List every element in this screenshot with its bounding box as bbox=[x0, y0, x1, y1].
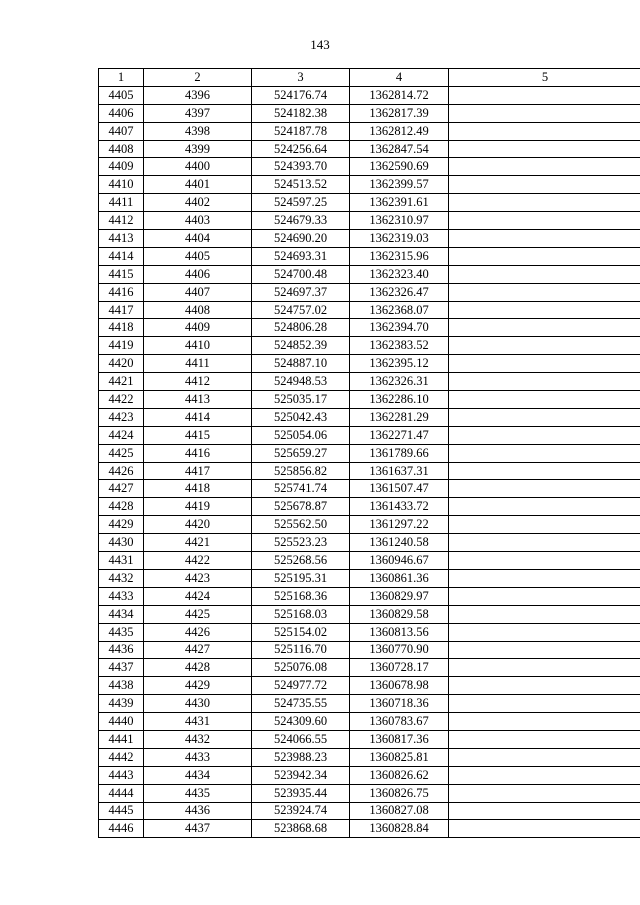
cell-y-coordinate: 1361433.72 bbox=[350, 498, 449, 516]
cell-point-number: 4439 bbox=[99, 695, 144, 713]
table-row bbox=[99, 247, 640, 265]
cell-point-index: 4408 bbox=[144, 301, 252, 319]
cell-point-number: 4417 bbox=[99, 301, 144, 319]
cell-x-coordinate: 525054.06 bbox=[252, 426, 350, 444]
cell-y-coordinate: 1362395.12 bbox=[350, 355, 449, 373]
cell-note bbox=[449, 552, 640, 570]
cell-point-number: 4418 bbox=[99, 319, 144, 337]
column-header-5: 5 bbox=[449, 69, 640, 87]
cell-point-number: 4429 bbox=[99, 516, 144, 534]
cell-note bbox=[449, 534, 640, 552]
cell-note bbox=[449, 140, 640, 158]
cell-note bbox=[449, 426, 640, 444]
cell-point-index: 4415 bbox=[144, 426, 252, 444]
cell-y-coordinate: 1361297.22 bbox=[350, 516, 449, 534]
cell-point-number: 4419 bbox=[99, 337, 144, 355]
cell-x-coordinate: 525678.87 bbox=[252, 498, 350, 516]
cell-point-index: 4433 bbox=[144, 748, 252, 766]
cell-y-coordinate: 1362399.57 bbox=[350, 176, 449, 194]
cell-note bbox=[449, 695, 640, 713]
table-row bbox=[99, 265, 640, 283]
cell-x-coordinate: 524852.39 bbox=[252, 337, 350, 355]
table-row bbox=[99, 408, 640, 426]
cell-point-index: 4426 bbox=[144, 623, 252, 641]
cell-point-number: 4426 bbox=[99, 462, 144, 480]
table-row bbox=[99, 623, 640, 641]
cell-x-coordinate: 524700.48 bbox=[252, 265, 350, 283]
cell-y-coordinate: 1360829.58 bbox=[350, 605, 449, 623]
cell-point-number: 4416 bbox=[99, 283, 144, 301]
cell-point-number: 4430 bbox=[99, 534, 144, 552]
cell-x-coordinate: 524977.72 bbox=[252, 677, 350, 695]
cell-point-index: 4406 bbox=[144, 265, 252, 283]
cell-y-coordinate: 1360829.97 bbox=[350, 587, 449, 605]
cell-note bbox=[449, 212, 640, 230]
cell-y-coordinate: 1360828.84 bbox=[350, 820, 449, 838]
table-row bbox=[99, 194, 640, 212]
cell-note bbox=[449, 391, 640, 409]
table-row bbox=[99, 140, 640, 158]
cell-y-coordinate: 1362847.54 bbox=[350, 140, 449, 158]
table-row bbox=[99, 283, 640, 301]
cell-note bbox=[449, 319, 640, 337]
cell-y-coordinate: 1362812.49 bbox=[350, 122, 449, 140]
cell-y-coordinate: 1360813.56 bbox=[350, 623, 449, 641]
cell-x-coordinate: 523988.23 bbox=[252, 748, 350, 766]
cell-note bbox=[449, 355, 640, 373]
table-row bbox=[99, 587, 640, 605]
cell-point-index: 4435 bbox=[144, 784, 252, 802]
cell-point-number: 4433 bbox=[99, 587, 144, 605]
cell-y-coordinate: 1360825.81 bbox=[350, 748, 449, 766]
cell-point-index: 4412 bbox=[144, 373, 252, 391]
cell-point-number: 4423 bbox=[99, 408, 144, 426]
cell-y-coordinate: 1362394.70 bbox=[350, 319, 449, 337]
cell-x-coordinate: 523942.34 bbox=[252, 766, 350, 784]
cell-y-coordinate: 1360826.62 bbox=[350, 766, 449, 784]
table-row bbox=[99, 802, 640, 820]
cell-y-coordinate: 1362391.61 bbox=[350, 194, 449, 212]
cell-x-coordinate: 524679.33 bbox=[252, 212, 350, 230]
table-row bbox=[99, 730, 640, 748]
cell-x-coordinate: 525856.82 bbox=[252, 462, 350, 480]
cell-note bbox=[449, 194, 640, 212]
cell-x-coordinate: 524806.28 bbox=[252, 319, 350, 337]
cell-x-coordinate: 525168.36 bbox=[252, 587, 350, 605]
table-row bbox=[99, 534, 640, 552]
cell-point-index: 4430 bbox=[144, 695, 252, 713]
table-row bbox=[99, 444, 640, 462]
cell-note bbox=[449, 265, 640, 283]
cell-note bbox=[449, 784, 640, 802]
cell-point-index: 4424 bbox=[144, 587, 252, 605]
cell-point-number: 4440 bbox=[99, 713, 144, 731]
cell-point-index: 4416 bbox=[144, 444, 252, 462]
cell-point-index: 4419 bbox=[144, 498, 252, 516]
cell-point-number: 4425 bbox=[99, 444, 144, 462]
cell-point-number: 4427 bbox=[99, 480, 144, 498]
cell-note bbox=[449, 569, 640, 587]
cell-point-number: 4421 bbox=[99, 373, 144, 391]
cell-point-number: 4431 bbox=[99, 552, 144, 570]
table-row bbox=[99, 462, 640, 480]
cell-point-number: 4412 bbox=[99, 212, 144, 230]
cell-x-coordinate: 525035.17 bbox=[252, 391, 350, 409]
cell-note bbox=[449, 498, 640, 516]
cell-y-coordinate: 1362281.29 bbox=[350, 408, 449, 426]
cell-point-number: 4437 bbox=[99, 659, 144, 677]
cell-note bbox=[449, 122, 640, 140]
cell-y-coordinate: 1360770.90 bbox=[350, 641, 449, 659]
cell-x-coordinate: 525042.43 bbox=[252, 408, 350, 426]
cell-y-coordinate: 1362271.47 bbox=[350, 426, 449, 444]
table-body bbox=[99, 86, 640, 837]
cell-x-coordinate: 524513.52 bbox=[252, 176, 350, 194]
table-row bbox=[99, 552, 640, 570]
cell-x-coordinate: 525116.70 bbox=[252, 641, 350, 659]
cell-point-index: 4401 bbox=[144, 176, 252, 194]
cell-note bbox=[449, 230, 640, 248]
cell-point-number: 4436 bbox=[99, 641, 144, 659]
cell-point-index: 4431 bbox=[144, 713, 252, 731]
table-row bbox=[99, 659, 640, 677]
cell-note bbox=[449, 516, 640, 534]
cell-note bbox=[449, 480, 640, 498]
cell-y-coordinate: 1362368.07 bbox=[350, 301, 449, 319]
table-row bbox=[99, 230, 640, 248]
table-row bbox=[99, 373, 640, 391]
table-row bbox=[99, 569, 640, 587]
table-row bbox=[99, 301, 640, 319]
cell-x-coordinate: 524182.38 bbox=[252, 104, 350, 122]
cell-x-coordinate: 524948.53 bbox=[252, 373, 350, 391]
cell-note bbox=[449, 408, 640, 426]
table-row bbox=[99, 605, 640, 623]
table-row bbox=[99, 122, 640, 140]
cell-point-index: 4432 bbox=[144, 730, 252, 748]
cell-y-coordinate: 1360678.98 bbox=[350, 677, 449, 695]
cell-x-coordinate: 525195.31 bbox=[252, 569, 350, 587]
cell-y-coordinate: 1361637.31 bbox=[350, 462, 449, 480]
column-header-4: 4 bbox=[350, 69, 449, 87]
cell-y-coordinate: 1361507.47 bbox=[350, 480, 449, 498]
cell-point-index: 4422 bbox=[144, 552, 252, 570]
cell-note bbox=[449, 283, 640, 301]
table-row bbox=[99, 766, 640, 784]
cell-y-coordinate: 1362323.40 bbox=[350, 265, 449, 283]
cell-y-coordinate: 1360718.36 bbox=[350, 695, 449, 713]
cell-note bbox=[449, 373, 640, 391]
cell-point-number: 4438 bbox=[99, 677, 144, 695]
cell-x-coordinate: 525268.56 bbox=[252, 552, 350, 570]
cell-y-coordinate: 1362383.52 bbox=[350, 337, 449, 355]
cell-point-index: 4409 bbox=[144, 319, 252, 337]
cell-y-coordinate: 1360728.17 bbox=[350, 659, 449, 677]
cell-y-coordinate: 1362286.10 bbox=[350, 391, 449, 409]
cell-point-number: 4445 bbox=[99, 802, 144, 820]
cell-point-number: 4422 bbox=[99, 391, 144, 409]
cell-x-coordinate: 524887.10 bbox=[252, 355, 350, 373]
cell-point-number: 4444 bbox=[99, 784, 144, 802]
cell-x-coordinate: 525523.23 bbox=[252, 534, 350, 552]
table-row bbox=[99, 748, 640, 766]
cell-note bbox=[449, 337, 640, 355]
cell-y-coordinate: 1361240.58 bbox=[350, 534, 449, 552]
cell-y-coordinate: 1360783.67 bbox=[350, 713, 449, 731]
table-row bbox=[99, 516, 640, 534]
cell-note bbox=[449, 802, 640, 820]
cell-note bbox=[449, 605, 640, 623]
cell-point-index: 4399 bbox=[144, 140, 252, 158]
cell-x-coordinate: 524176.74 bbox=[252, 86, 350, 104]
cell-point-index: 4429 bbox=[144, 677, 252, 695]
cell-note bbox=[449, 677, 640, 695]
cell-x-coordinate: 524697.37 bbox=[252, 283, 350, 301]
cell-point-number: 4409 bbox=[99, 158, 144, 176]
cell-point-index: 4404 bbox=[144, 230, 252, 248]
cell-x-coordinate: 525562.50 bbox=[252, 516, 350, 534]
cell-note bbox=[449, 462, 640, 480]
cell-point-number: 4410 bbox=[99, 176, 144, 194]
cell-note bbox=[449, 158, 640, 176]
table-row bbox=[99, 158, 640, 176]
cell-point-number: 4413 bbox=[99, 230, 144, 248]
cell-point-index: 4398 bbox=[144, 122, 252, 140]
cell-y-coordinate: 1360861.36 bbox=[350, 569, 449, 587]
cell-y-coordinate: 1362326.31 bbox=[350, 373, 449, 391]
cell-point-index: 4407 bbox=[144, 283, 252, 301]
cell-point-index: 4437 bbox=[144, 820, 252, 838]
cell-x-coordinate: 523924.74 bbox=[252, 802, 350, 820]
cell-note bbox=[449, 659, 640, 677]
cell-x-coordinate: 523935.44 bbox=[252, 784, 350, 802]
table-row bbox=[99, 426, 640, 444]
cell-point-number: 4428 bbox=[99, 498, 144, 516]
cell-point-index: 4427 bbox=[144, 641, 252, 659]
cell-point-index: 4400 bbox=[144, 158, 252, 176]
cell-point-number: 4407 bbox=[99, 122, 144, 140]
cell-y-coordinate: 1362817.39 bbox=[350, 104, 449, 122]
cell-note bbox=[449, 176, 640, 194]
cell-point-index: 4414 bbox=[144, 408, 252, 426]
cell-point-number: 4443 bbox=[99, 766, 144, 784]
cell-point-index: 4436 bbox=[144, 802, 252, 820]
cell-point-number: 4411 bbox=[99, 194, 144, 212]
cell-y-coordinate: 1360827.08 bbox=[350, 802, 449, 820]
cell-point-index: 4413 bbox=[144, 391, 252, 409]
cell-point-index: 4405 bbox=[144, 247, 252, 265]
cell-note bbox=[449, 104, 640, 122]
cell-x-coordinate: 525076.08 bbox=[252, 659, 350, 677]
cell-x-coordinate: 525659.27 bbox=[252, 444, 350, 462]
cell-note bbox=[449, 641, 640, 659]
cell-point-number: 4446 bbox=[99, 820, 144, 838]
table-row bbox=[99, 713, 640, 731]
cell-x-coordinate: 524187.78 bbox=[252, 122, 350, 140]
cell-point-number: 4434 bbox=[99, 605, 144, 623]
cell-note bbox=[449, 730, 640, 748]
cell-y-coordinate: 1362814.72 bbox=[350, 86, 449, 104]
cell-y-coordinate: 1360826.75 bbox=[350, 784, 449, 802]
cell-point-number: 4405 bbox=[99, 86, 144, 104]
cell-x-coordinate: 525168.03 bbox=[252, 605, 350, 623]
cell-x-coordinate: 524393.70 bbox=[252, 158, 350, 176]
cell-y-coordinate: 1360817.36 bbox=[350, 730, 449, 748]
table-row bbox=[99, 86, 640, 104]
cell-point-number: 4406 bbox=[99, 104, 144, 122]
cell-point-index: 4403 bbox=[144, 212, 252, 230]
cell-y-coordinate: 1362310.97 bbox=[350, 212, 449, 230]
cell-point-index: 4421 bbox=[144, 534, 252, 552]
table-row bbox=[99, 391, 640, 409]
cell-point-index: 4397 bbox=[144, 104, 252, 122]
table-row bbox=[99, 677, 640, 695]
table-row bbox=[99, 337, 640, 355]
cell-point-number: 4414 bbox=[99, 247, 144, 265]
cell-point-index: 4420 bbox=[144, 516, 252, 534]
table-row bbox=[99, 319, 640, 337]
cell-note bbox=[449, 713, 640, 731]
cell-x-coordinate: 523868.68 bbox=[252, 820, 350, 838]
cell-x-coordinate: 524309.60 bbox=[252, 713, 350, 731]
table-row bbox=[99, 104, 640, 122]
table-row bbox=[99, 695, 640, 713]
cell-point-index: 4423 bbox=[144, 569, 252, 587]
cell-point-index: 4417 bbox=[144, 462, 252, 480]
table-row bbox=[99, 480, 640, 498]
cell-x-coordinate: 524757.02 bbox=[252, 301, 350, 319]
cell-point-number: 4441 bbox=[99, 730, 144, 748]
column-header-2: 2 bbox=[144, 69, 252, 87]
column-header-1: 1 bbox=[99, 69, 144, 87]
cell-point-index: 4402 bbox=[144, 194, 252, 212]
cell-y-coordinate: 1361789.66 bbox=[350, 444, 449, 462]
table-row bbox=[99, 641, 640, 659]
cell-y-coordinate: 1362326.47 bbox=[350, 283, 449, 301]
cell-x-coordinate: 524735.55 bbox=[252, 695, 350, 713]
column-header-3: 3 bbox=[252, 69, 350, 87]
table-header-row bbox=[99, 69, 640, 87]
cell-point-number: 4424 bbox=[99, 426, 144, 444]
cell-point-index: 4418 bbox=[144, 480, 252, 498]
table-row bbox=[99, 355, 640, 373]
cell-point-number: 4420 bbox=[99, 355, 144, 373]
table-row bbox=[99, 820, 640, 838]
cell-note bbox=[449, 444, 640, 462]
cell-point-index: 4396 bbox=[144, 86, 252, 104]
cell-point-number: 4415 bbox=[99, 265, 144, 283]
cell-note bbox=[449, 86, 640, 104]
cell-x-coordinate: 524693.31 bbox=[252, 247, 350, 265]
cell-point-number: 4435 bbox=[99, 623, 144, 641]
cell-note bbox=[449, 587, 640, 605]
page-number: 143 bbox=[310, 37, 330, 52]
cell-point-index: 4410 bbox=[144, 337, 252, 355]
cell-x-coordinate: 524256.64 bbox=[252, 140, 350, 158]
cell-x-coordinate: 524066.55 bbox=[252, 730, 350, 748]
cell-x-coordinate: 525741.74 bbox=[252, 480, 350, 498]
cell-note bbox=[449, 820, 640, 838]
cell-y-coordinate: 1360946.67 bbox=[350, 552, 449, 570]
cell-point-index: 4411 bbox=[144, 355, 252, 373]
cell-x-coordinate: 524690.20 bbox=[252, 230, 350, 248]
cell-point-number: 4442 bbox=[99, 748, 144, 766]
cell-note bbox=[449, 623, 640, 641]
cell-point-number: 4432 bbox=[99, 569, 144, 587]
cell-note bbox=[449, 301, 640, 319]
cell-point-number: 4408 bbox=[99, 140, 144, 158]
cell-x-coordinate: 524597.25 bbox=[252, 194, 350, 212]
cell-point-index: 4428 bbox=[144, 659, 252, 677]
table-row bbox=[99, 176, 640, 194]
table-row bbox=[99, 212, 640, 230]
cell-y-coordinate: 1362315.96 bbox=[350, 247, 449, 265]
cell-point-index: 4425 bbox=[144, 605, 252, 623]
cell-point-index: 4434 bbox=[144, 766, 252, 784]
cell-note bbox=[449, 247, 640, 265]
coordinates-table bbox=[98, 68, 640, 838]
cell-note bbox=[449, 766, 640, 784]
cell-x-coordinate: 525154.02 bbox=[252, 623, 350, 641]
cell-note bbox=[449, 748, 640, 766]
cell-y-coordinate: 1362590.69 bbox=[350, 158, 449, 176]
table-row bbox=[99, 784, 640, 802]
cell-y-coordinate: 1362319.03 bbox=[350, 230, 449, 248]
table-row bbox=[99, 498, 640, 516]
